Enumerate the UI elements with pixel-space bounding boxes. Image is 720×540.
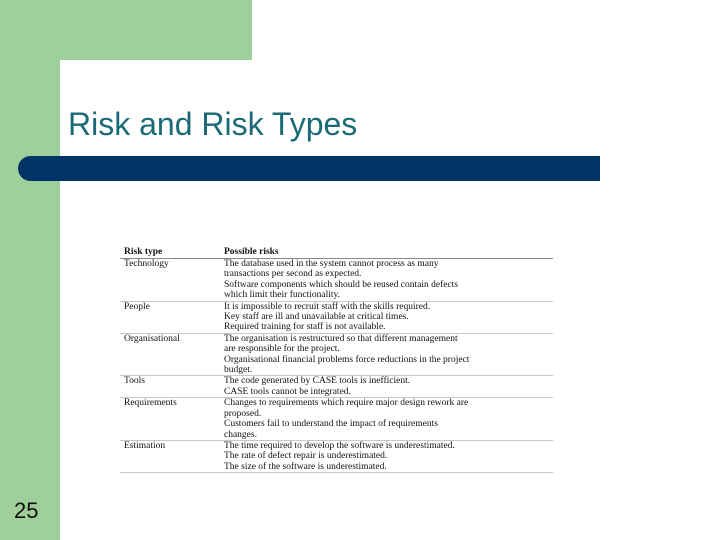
table-row-organisational (120, 334, 553, 377)
header-risk-type: Risk type (124, 247, 163, 257)
risk-line: The code generated by CASE tools is inefficient. (224, 376, 411, 387)
risk-line: Organisational financial problems force reductions in the project (224, 354, 470, 365)
table-row-estimation (120, 441, 553, 473)
table-row-tools (120, 376, 553, 398)
table-row-people (120, 302, 553, 334)
left-accent-band (0, 0, 60, 540)
risk-line: budget. (224, 365, 253, 376)
slide-title: Risk and Risk Types (68, 106, 358, 142)
risk-line: Required training for staff is not available. (224, 322, 386, 333)
risk-line: Software components which should be reused contain defects (224, 279, 459, 290)
risk-line: are responsible for the project. (224, 344, 340, 355)
possible-risks-cell (224, 302, 553, 333)
possible-risks-cell (224, 334, 553, 376)
risk-type-label: Estimation (124, 440, 166, 451)
risk-type-label: People (124, 301, 150, 312)
risk-line: Customers fail to understand the impact of requirements (224, 419, 438, 430)
risk-line: Key staff are ill and unavailable at critical times. (224, 312, 409, 323)
possible-risks-cell (224, 441, 553, 472)
slide-number: 25 (14, 498, 39, 523)
risk-type-label: Tools (124, 376, 145, 387)
risk-line: The rate of defect repair is underestimated. (224, 451, 388, 462)
risk-line: The time required to develop the software is underestimated. (224, 440, 455, 451)
risk-line: The organisation is restructured so that different management (224, 333, 458, 344)
table-header-row (120, 247, 553, 259)
risk-type-label: Organisational (124, 333, 180, 344)
risk-line: which limit their functionality. (224, 290, 340, 301)
risk-type-label: Technology (124, 259, 169, 269)
possible-risks-cell (224, 398, 553, 440)
risk-type-label: Requirements (124, 398, 177, 409)
header-possible-risks: Possible risks (224, 247, 279, 257)
risk-line: CASE tools cannot be integrated. (224, 386, 351, 397)
title-underline-bar (18, 156, 600, 181)
possible-risks-cell (224, 259, 553, 301)
possible-risks-cell (224, 376, 553, 397)
risk-line: transactions per second as expected. (224, 269, 362, 280)
table-row-technology (120, 259, 553, 302)
accent-corner-curve (60, 60, 100, 100)
risk-line: proposed. (224, 408, 262, 419)
risk-types-table (120, 247, 553, 473)
risk-line: The database used in the system cannot process as many (224, 259, 439, 269)
table-row-requirements (120, 398, 553, 441)
risk-line: Changes to requirements which require major design rework are (224, 398, 469, 409)
risk-line: changes. (224, 429, 257, 440)
risk-line: The size of the software is underestimated. (224, 461, 387, 472)
risk-line: It is impossible to recruit staff with the skills required. (224, 301, 431, 312)
top-accent-band (0, 0, 252, 60)
